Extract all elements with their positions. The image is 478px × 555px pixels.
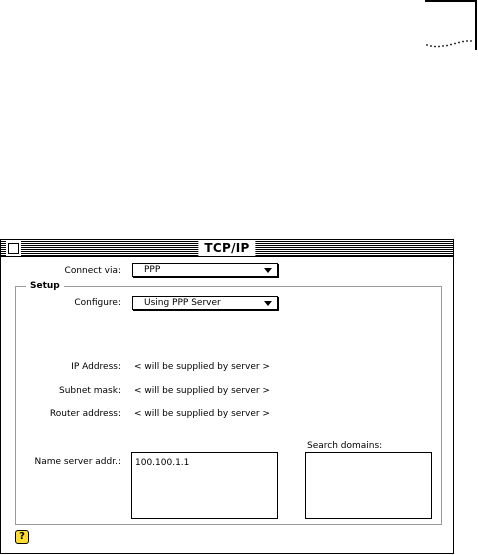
page-corner-dots-icon xyxy=(425,36,477,48)
search-domains-field[interactable] xyxy=(305,452,432,519)
connect-via-label: Connect via: xyxy=(64,266,121,276)
page-corner-rule-top xyxy=(425,0,477,2)
tcpip-window xyxy=(0,239,454,554)
ip-address-value: < will be supplied by server > xyxy=(134,362,270,372)
connect-via-popup[interactable] xyxy=(132,263,278,277)
name-server-field[interactable] xyxy=(131,452,278,519)
help-icon[interactable]: ? xyxy=(15,530,29,544)
subnet-mask-label: Subnet mask: xyxy=(59,386,121,396)
router-address-label: Router address: xyxy=(49,409,121,419)
popup-arrow-icon xyxy=(264,301,272,306)
ip-address-label: IP Address: xyxy=(71,362,121,372)
connect-via-value: PPP xyxy=(144,265,161,275)
window-titlebar[interactable] xyxy=(1,240,453,257)
setup-group-title: Setup xyxy=(26,280,64,292)
router-address-value: < will be supplied by server > xyxy=(134,409,270,419)
configure-value: Using PPP Server xyxy=(144,298,221,308)
search-domains-label: Search domains: xyxy=(307,441,383,451)
name-server-value: 100.100.1.1 xyxy=(135,458,190,468)
popup-arrow-icon xyxy=(264,268,272,273)
name-server-label: Name server addr.: xyxy=(34,457,121,467)
configure-popup[interactable] xyxy=(132,296,278,310)
close-box-icon[interactable] xyxy=(8,243,19,254)
window-title: TCP/IP xyxy=(198,240,255,256)
subnet-mask-value: < will be supplied by server > xyxy=(134,386,270,396)
configure-label: Configure: xyxy=(74,298,121,308)
